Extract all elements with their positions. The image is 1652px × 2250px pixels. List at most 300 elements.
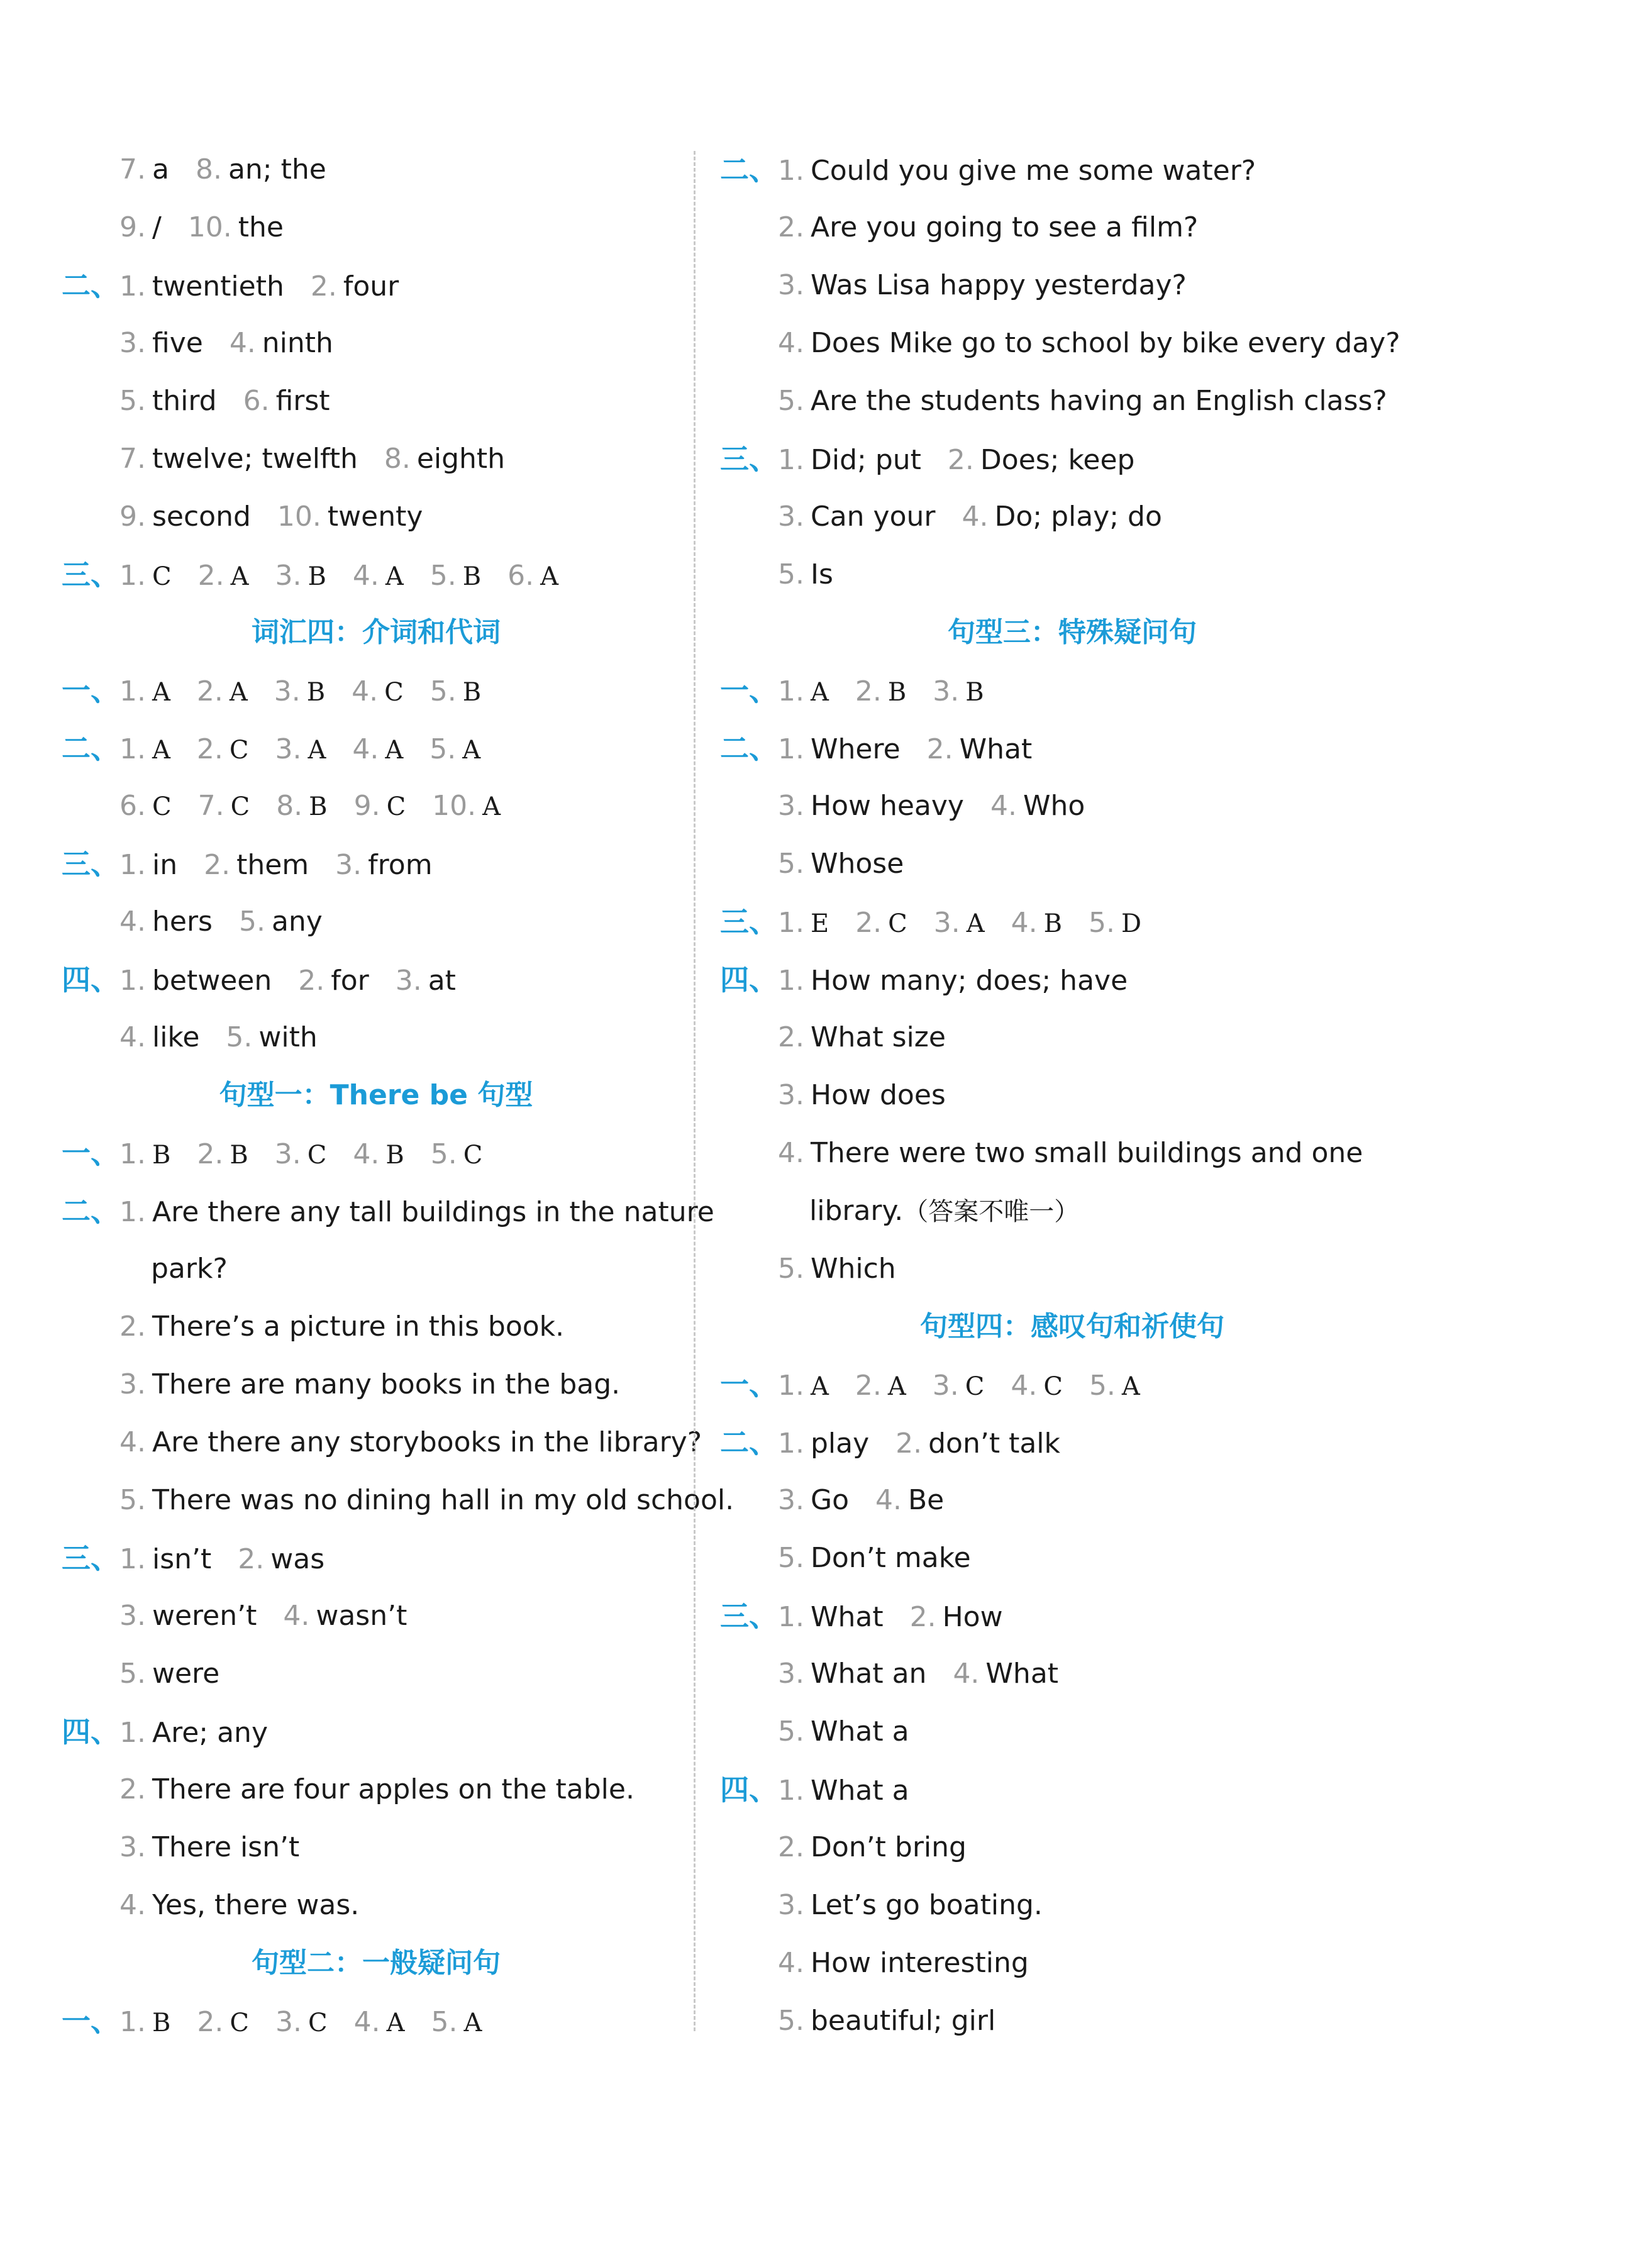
question-number: 4.: [990, 790, 1017, 822]
answer-text: Are you going to see a film?: [810, 211, 1199, 243]
section-marker: 一、: [62, 673, 119, 707]
answer-item: [1011, 894, 1062, 953]
question-number: 1.: [119, 965, 146, 997]
question-number: 2.: [310, 270, 337, 302]
answer-text: Who: [1023, 790, 1085, 822]
answer-line: [62, 1992, 690, 2050]
answer-text: A: [810, 1372, 829, 1401]
answer-line: [62, 1182, 714, 1240]
section-marker: 二、: [62, 1194, 119, 1228]
answer-text: D: [1121, 909, 1142, 938]
answer-text: in: [152, 849, 178, 881]
answer-item: [119, 141, 169, 199]
question-number: 3.: [933, 675, 960, 707]
answer-item: [230, 314, 333, 372]
answer-item: [962, 488, 1161, 546]
question-number: 3.: [275, 733, 302, 765]
answer-text: A: [1121, 1372, 1140, 1401]
answer-line: [62, 546, 690, 604]
answer-item: [855, 894, 907, 953]
answer-text: Which: [810, 1253, 896, 1285]
answer-line: [720, 777, 1424, 835]
question-number: 5.: [431, 2006, 458, 2038]
answer-text: What: [810, 1601, 884, 1633]
answer-text: C: [307, 1141, 327, 1170]
answer-line: [720, 1761, 1424, 1819]
answer-item: [778, 199, 1198, 257]
answer-text: like: [152, 1021, 200, 1053]
answer-item: [196, 141, 326, 199]
question-number: 3.: [395, 965, 422, 997]
answer-line: [62, 719, 690, 777]
answer-item: [119, 893, 213, 951]
answer-line: [62, 777, 690, 835]
column-divider: [694, 151, 696, 2031]
answer-text: There are four apples on the table.: [152, 1773, 635, 1805]
question-number: 1.: [119, 675, 146, 707]
answer-text: weren’t: [152, 1600, 257, 1632]
answer-item: [119, 314, 203, 372]
section-marker: 一、: [720, 673, 778, 707]
question-number: 5.: [430, 560, 457, 592]
answer-line: [720, 1992, 1424, 2050]
answer-item: [432, 777, 501, 836]
answer-text: Yes, there was.: [152, 1889, 360, 1921]
answer-text: A: [810, 678, 829, 707]
answer-text: isn’t: [152, 1543, 212, 1575]
question-number: 3.: [119, 327, 146, 359]
answer-item: [119, 1126, 170, 1184]
question-number: 1.: [119, 849, 146, 881]
answer-item: [895, 1415, 1060, 1473]
answer-text: B: [1043, 909, 1063, 938]
question-number: 4.: [119, 1021, 146, 1053]
answer-text: an; the: [228, 153, 326, 186]
answer-text: What: [985, 1658, 1059, 1690]
question-number: 9.: [353, 790, 380, 822]
answer-text: Do; play; do: [994, 501, 1162, 533]
answer-line: [62, 199, 690, 257]
answer-item: [431, 1126, 483, 1184]
section-marker: 二、: [720, 153, 778, 187]
answer-line: [62, 488, 690, 546]
answer-item: [431, 1993, 482, 2052]
section-heading: 句型二：一般疑问句: [252, 1947, 501, 1979]
answer-line: [62, 257, 690, 314]
answer-item: [778, 1009, 946, 1067]
question-number: 1.: [778, 1370, 804, 1402]
question-number: 5.: [430, 733, 457, 765]
answer-item: [352, 721, 403, 779]
question-number: 4.: [352, 560, 379, 592]
answer-text: them: [236, 849, 309, 881]
answer-text: C: [965, 1372, 985, 1401]
answer-item: [990, 777, 1085, 835]
answer-item: [197, 663, 248, 721]
answer-item: [119, 836, 177, 894]
answer-continuation: [720, 1182, 1424, 1240]
answer-line: [720, 314, 1424, 372]
question-number: 3.: [778, 1484, 804, 1516]
question-number: 2.: [778, 1831, 804, 1863]
answer-item: [354, 777, 406, 836]
question-number: 1.: [119, 270, 146, 302]
answer-line: [720, 1067, 1424, 1124]
question-number: 1.: [778, 733, 804, 765]
question-number: 3.: [119, 1600, 146, 1632]
answer-item: [934, 894, 985, 953]
question-number: 5.: [778, 1542, 804, 1574]
question-number: 1.: [119, 1138, 146, 1170]
answer-item: [778, 488, 935, 546]
answer-item: [119, 1587, 257, 1645]
answer-item: [119, 372, 217, 430]
answer-item: [953, 1645, 1058, 1703]
answer-item: [119, 1471, 734, 1529]
question-number: 2.: [855, 675, 882, 707]
answer-line: [720, 662, 1424, 719]
question-number: 1.: [778, 1601, 804, 1633]
question-number: 5.: [119, 1658, 146, 1690]
answer-text: Where: [810, 733, 901, 765]
answer-text: There are many books in the bag.: [152, 1368, 621, 1400]
answer-text: twentieth: [152, 270, 284, 302]
answer-line: [720, 199, 1424, 257]
answer-text: There were two small buildings and one: [810, 1137, 1363, 1169]
answer-line: [62, 1124, 690, 1182]
answer-item: [119, 1819, 299, 1876]
answer-text: How interesting: [810, 1947, 1029, 1979]
answer-text: Let’s go boating.: [810, 1889, 1043, 1921]
question-number: 8.: [276, 790, 303, 822]
question-number: 2.: [895, 1427, 923, 1460]
question-number: 3.: [778, 1658, 804, 1690]
section-heading: 词汇四：介词和代词: [252, 616, 501, 648]
section-marker: 一、: [720, 1368, 778, 1402]
answer-text: park?: [151, 1253, 228, 1285]
question-number: 1.: [119, 1196, 146, 1228]
section-heading: 句型一：There be 句型: [219, 1079, 533, 1111]
answer-text: C: [386, 792, 406, 821]
answer-item: [119, 430, 358, 488]
answer-item: [119, 1009, 199, 1067]
answer-item: [238, 1531, 324, 1588]
question-number: 10.: [187, 211, 232, 243]
answer-text: A: [152, 678, 170, 707]
section-marker: 四、: [720, 963, 778, 997]
answer-text: B: [385, 1141, 404, 1170]
answer-item: [119, 1704, 268, 1762]
answer-line: [62, 1645, 690, 1703]
question-number: 2.: [909, 1601, 936, 1633]
answer-text: A: [463, 2009, 482, 2037]
answer-text: C: [229, 736, 249, 765]
question-number: 4.: [119, 1889, 146, 1921]
answer-line: [720, 835, 1424, 893]
answer-text: There’s a picture in this book.: [152, 1311, 565, 1343]
question-number: 3.: [275, 560, 302, 592]
question-number: 5.: [430, 675, 457, 707]
answer-item: [384, 430, 505, 488]
answer-text: was: [270, 1543, 325, 1575]
answer-item: [430, 547, 481, 606]
answer-text: Could you give me some water?: [810, 155, 1256, 187]
answer-item: [778, 835, 904, 893]
question-number: 2.: [197, 560, 225, 592]
answer-line: [62, 141, 690, 199]
section-heading: 句型四：感叹句和祈使句: [920, 1311, 1224, 1343]
question-number: 7.: [197, 790, 225, 822]
section-marker: 二、: [720, 731, 778, 765]
answer-item: [119, 488, 251, 546]
answer-item: [778, 1992, 995, 2050]
answer-item: [274, 663, 325, 721]
answer-text: Are; any: [152, 1717, 268, 1749]
answer-item: [778, 314, 1400, 372]
question-number: 3.: [933, 907, 960, 939]
answer-text: C: [384, 678, 404, 707]
question-number: 5.: [119, 385, 146, 417]
question-number: 1.: [778, 907, 804, 939]
question-number: 2.: [197, 1138, 224, 1170]
answer-line: [720, 372, 1424, 430]
answer-line: [62, 314, 690, 372]
answer-item: [778, 142, 1256, 200]
question-number: 2.: [855, 1370, 882, 1402]
answer-item: [119, 1993, 170, 2052]
answer-item: [335, 836, 432, 894]
answer-item: [1011, 1357, 1063, 1416]
section-marker: 三、: [720, 442, 778, 476]
answer-item: [778, 1357, 829, 1416]
question-number: 2.: [119, 1773, 146, 1805]
answer-line: [62, 1529, 690, 1587]
answer-line: [720, 1356, 1424, 1414]
answer-line: [62, 951, 690, 1009]
answer-item: [353, 1126, 404, 1184]
answer-item: [311, 258, 399, 316]
answer-text: four: [343, 270, 399, 302]
answer-item: [283, 1587, 407, 1645]
answer-item: [119, 199, 162, 257]
question-number: 8.: [384, 443, 411, 475]
answer-item: [778, 1415, 869, 1473]
answer-text: Are there any tall buildings in the nature: [152, 1196, 714, 1228]
question-number: 7.: [119, 153, 146, 186]
section-marker: 三、: [720, 905, 778, 939]
answer-item: [226, 1009, 317, 1067]
question-number: 6.: [119, 790, 146, 822]
answer-text: eighth: [416, 443, 506, 475]
answer-item: [778, 1124, 1363, 1182]
question-number: 3.: [778, 501, 804, 533]
left-column: [62, 141, 735, 2050]
section-marker: 四、: [720, 1773, 778, 1807]
answer-item: [198, 777, 250, 836]
answer-line: [720, 893, 1424, 951]
question-number: 6.: [243, 385, 270, 417]
answer-item: [119, 1183, 714, 1241]
answer-text: What a: [810, 1775, 909, 1807]
answer-text: C: [152, 562, 172, 591]
answer-text: How many; does; have: [810, 965, 1128, 997]
question-number: 4.: [119, 906, 146, 938]
answer-text: Are the students having an English class?: [810, 385, 1387, 417]
answer-item: [198, 547, 249, 606]
answer-text: B: [306, 678, 326, 707]
section-heading: 句型三：特殊疑问句: [948, 616, 1197, 648]
answer-item: [353, 547, 404, 606]
question-number: 6.: [507, 560, 535, 592]
answer-text: Go: [810, 1484, 849, 1516]
question-number: 4.: [1011, 907, 1038, 939]
answer-item: [276, 777, 327, 836]
answer-item: [352, 663, 404, 721]
answer-item: [855, 1357, 906, 1416]
answer-item: [927, 721, 1033, 779]
answer-text: twelve; twelfth: [152, 443, 358, 475]
answer-text: C: [463, 1141, 483, 1170]
answer-text: A: [230, 562, 249, 591]
question-number: 2.: [119, 1311, 146, 1343]
answer-item: [119, 1645, 219, 1703]
answer-item: [507, 547, 558, 606]
answer-text: A: [540, 562, 558, 591]
question-number: 5.: [778, 385, 804, 417]
question-number: 1.: [119, 733, 146, 765]
answer-item: [204, 836, 309, 894]
answer-line: [62, 835, 690, 893]
answer-text: A: [385, 562, 404, 591]
answer-text: from: [368, 849, 433, 881]
answer-item: [298, 952, 369, 1010]
question-number: 1.: [778, 155, 804, 187]
answer-item: [933, 663, 984, 721]
question-number: 1.: [119, 1717, 146, 1749]
answer-item: [778, 1703, 909, 1761]
answer-item: [275, 1126, 327, 1184]
answer-text: A: [229, 678, 248, 707]
answer-item: [778, 257, 1187, 314]
section-marker: 一、: [62, 2004, 119, 2038]
answer-line: [62, 1819, 690, 1876]
answer-text: first: [275, 385, 330, 417]
answer-line: [62, 1761, 690, 1819]
question-number: 2.: [197, 2006, 224, 2038]
question-number: 10.: [432, 790, 477, 822]
answer-item: [197, 1126, 248, 1184]
section-marker: 二、: [62, 731, 119, 765]
answer-text: A: [152, 736, 170, 765]
answer-text: C: [230, 792, 250, 821]
question-number: 1.: [119, 560, 146, 592]
question-number: 4.: [352, 675, 379, 707]
question-number: 3.: [275, 2006, 302, 2038]
answer-note: （答案不唯一）: [903, 1197, 1080, 1226]
answer-line: [720, 1819, 1424, 1876]
answer-text: a: [152, 153, 169, 186]
question-number: 2.: [196, 733, 223, 765]
answer-text: A: [308, 736, 326, 765]
answer-item: [430, 663, 481, 721]
answer-text: don’t talk: [928, 1427, 1061, 1460]
answer-text: C: [1043, 1372, 1063, 1401]
answer-line: [62, 1471, 735, 1529]
question-number: 5.: [778, 558, 804, 590]
answer-text: were: [152, 1658, 220, 1690]
answer-item: [119, 777, 172, 836]
answer-line: [720, 488, 1424, 546]
answer-text: B: [230, 1141, 248, 1170]
section-marker: 三、: [62, 1541, 119, 1575]
answer-item: [778, 1934, 1029, 1992]
answer-item: [275, 1993, 328, 2052]
answer-text: wasn’t: [316, 1600, 407, 1632]
answer-item: [933, 1357, 985, 1416]
question-number: 4.: [1011, 1370, 1038, 1402]
answer-line: [720, 1529, 1424, 1587]
answer-item: [778, 1762, 909, 1820]
answer-item: [275, 547, 326, 606]
answer-text: second: [152, 501, 251, 533]
question-number: 2.: [926, 733, 953, 765]
answer-text: How does: [810, 1079, 946, 1111]
answer-text: B: [462, 562, 482, 591]
answer-line: [62, 1009, 690, 1067]
answer-item: [778, 1588, 884, 1646]
question-number: 3.: [778, 1079, 804, 1111]
question-number: 7.: [119, 443, 146, 475]
question-number: 4.: [119, 1426, 146, 1458]
question-number: 4.: [229, 327, 256, 359]
question-number: 2.: [196, 675, 223, 707]
question-number: 1.: [119, 2006, 146, 2038]
answer-item: [277, 488, 423, 546]
question-number: 4.: [953, 1658, 980, 1690]
answer-item: [119, 1356, 620, 1414]
answer-text: Are there any storybooks in the library?: [152, 1426, 702, 1458]
answer-line: [720, 1009, 1424, 1067]
question-number: 5.: [778, 848, 804, 880]
question-number: 10.: [277, 501, 321, 533]
answer-text: ninth: [262, 327, 333, 359]
answer-item: [119, 1761, 635, 1819]
answer-text: for: [331, 965, 369, 997]
answer-text: between: [152, 965, 272, 997]
answer-text: any: [271, 906, 323, 938]
section-marker: 三、: [62, 558, 119, 592]
answer-item: [778, 1645, 926, 1703]
answer-text: play: [810, 1427, 870, 1460]
question-number: 1.: [778, 1775, 804, 1807]
answer-text: A: [462, 736, 481, 765]
answer-text: C: [152, 792, 172, 821]
section-marker: 一、: [62, 1136, 119, 1170]
answer-text: What size: [810, 1021, 946, 1053]
answer-item: [396, 952, 456, 1010]
question-number: 4.: [353, 1138, 380, 1170]
answer-line: [720, 1934, 1424, 1992]
answer-text: Does Mike go to school by bike every day?: [810, 327, 1400, 359]
question-number: 3.: [335, 849, 362, 881]
question-number: 8.: [195, 153, 222, 186]
answer-line: [62, 372, 690, 430]
section-marker: 四、: [62, 963, 119, 997]
answer-text: Be: [907, 1484, 945, 1516]
answer-item: [1089, 894, 1141, 953]
answer-line: [62, 893, 690, 951]
question-number: 2.: [778, 1021, 804, 1053]
